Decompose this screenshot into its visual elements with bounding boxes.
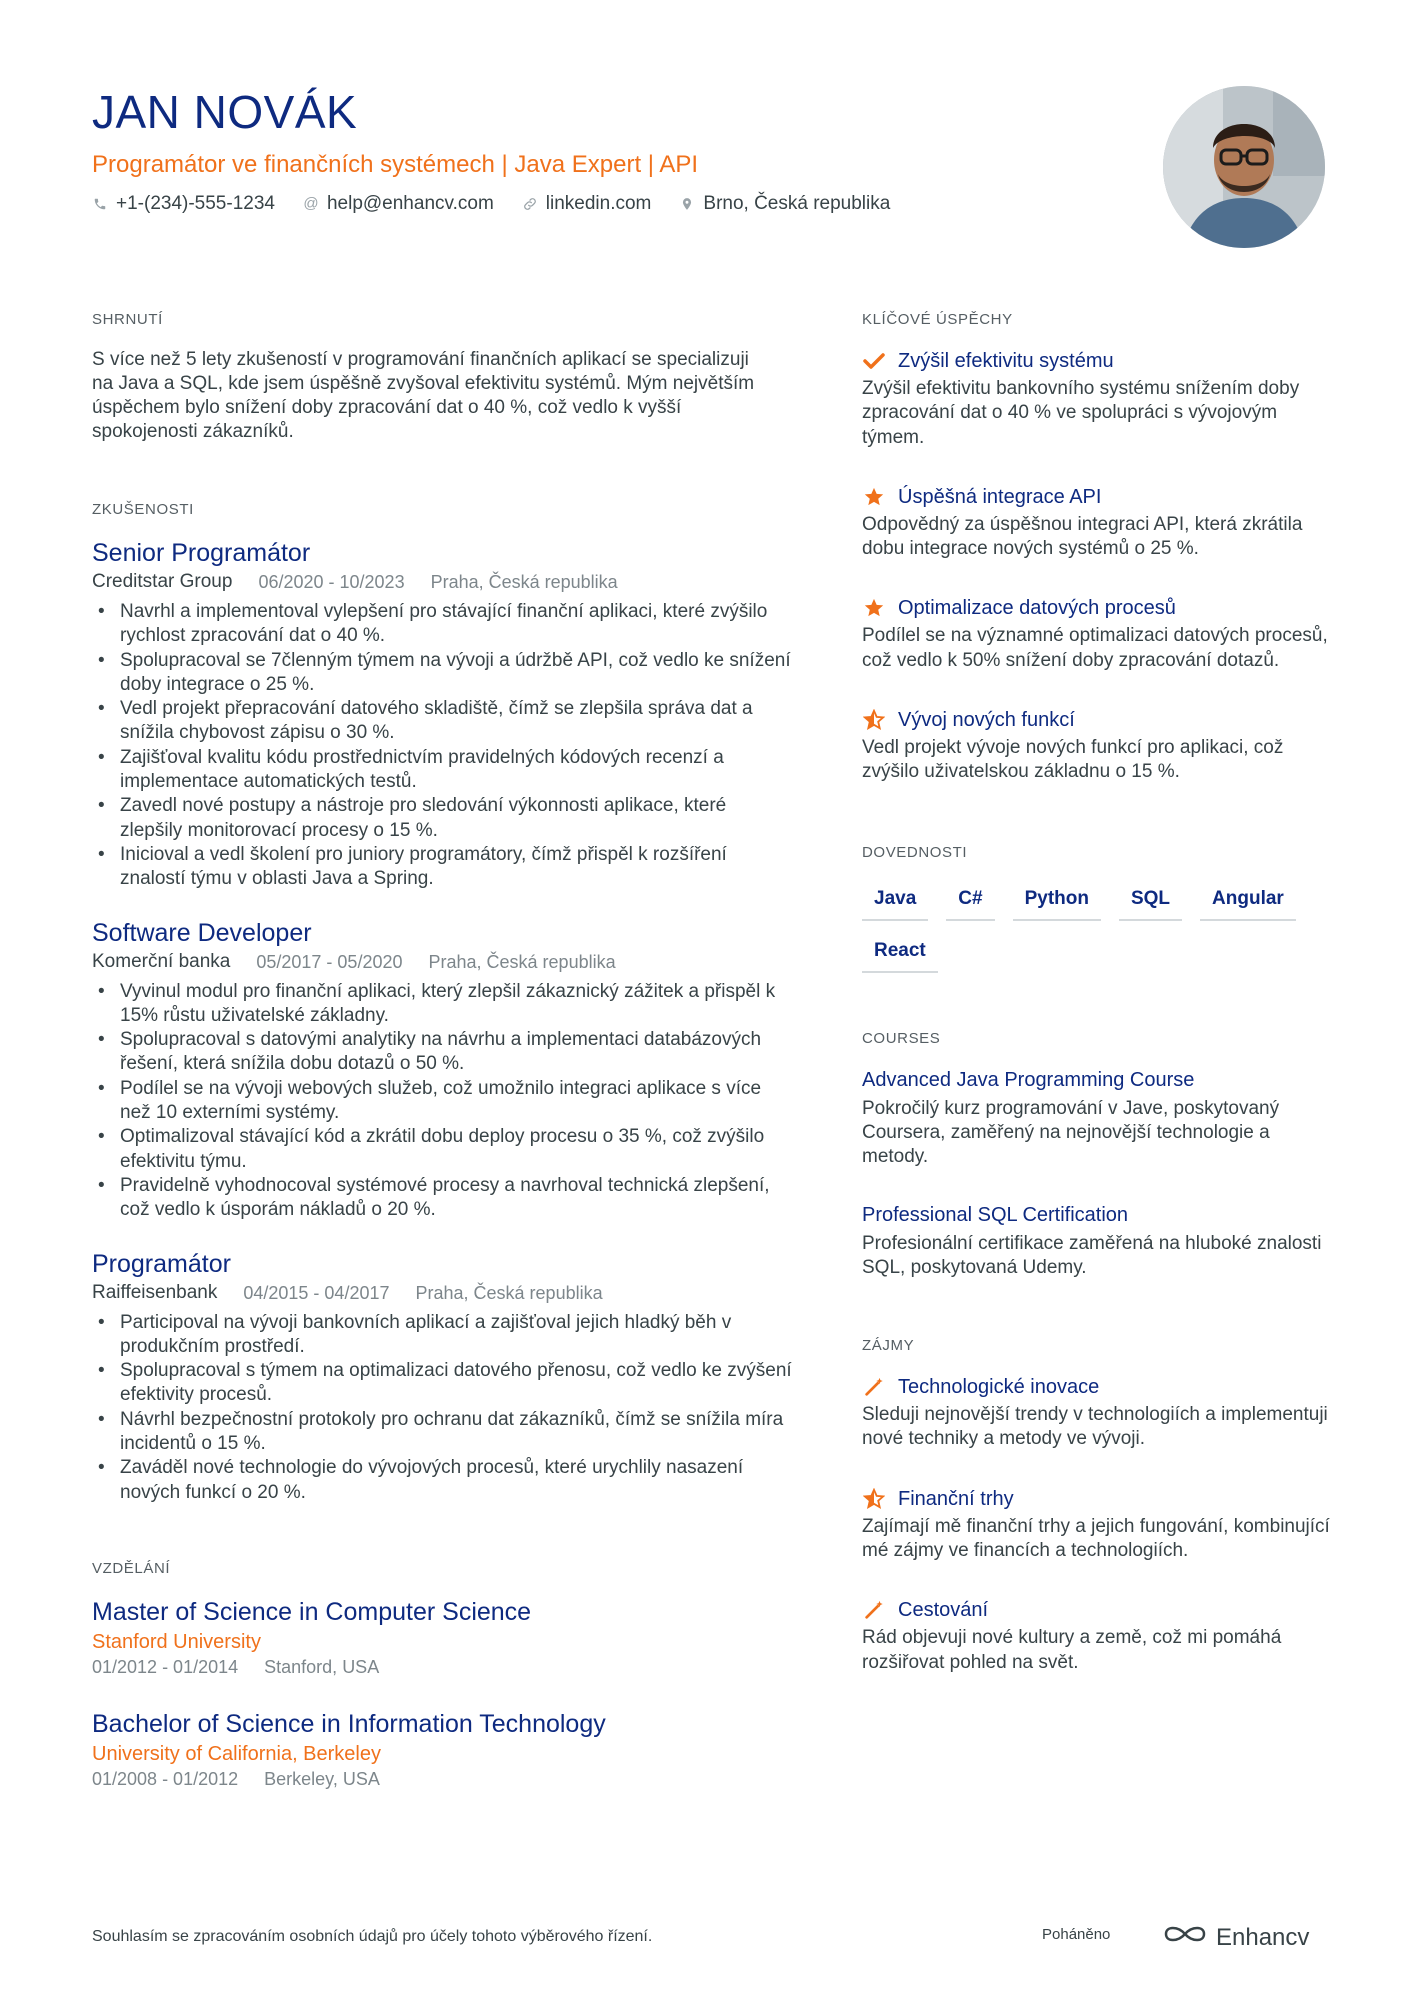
education-entry — [92, 1597, 792, 1679]
check-icon — [862, 349, 886, 373]
magic-wand-icon — [862, 1375, 886, 1399]
profile-photo — [1163, 86, 1325, 248]
skill-tag: React — [862, 933, 938, 973]
contact-email-text: help@enhancv.com — [326, 193, 494, 214]
interest-desc: Sleduji nejnovější trendy v technologiích a implementuji nové techniky a metody ve vývoji. — [862, 1404, 1328, 1450]
education-school: Stanford University — [92, 1630, 261, 1653]
job-bullet: • Podílel se na vývoji webových služeb, což umožnilo integraci aplikace s více než 10 externími systémy. — [92, 1077, 792, 1126]
achievement-item — [862, 595, 1332, 673]
course-title: Professional SQL Certification — [862, 1203, 1129, 1226]
job-location: Praha, Česká republika — [430, 572, 618, 592]
job-dates: 06/2020 - 10/2023 — [258, 572, 405, 592]
job-bullet: • Zajišťoval kvalitu kódu prostřednictvím pravidelných kódových recenzí a implementace automatických testů. — [92, 746, 792, 795]
interest-desc: Zajímají mě finanční trhy a jejich fungování, kombinující mé zájmy ve financích a technologiích. — [862, 1515, 1330, 1562]
contact-linkedin[interactable] — [522, 192, 652, 216]
education-degree: Bachelor of Science in Information Technology — [92, 1709, 606, 1738]
course-desc: Profesionální certifikace zaměřená na hluboké znalosti SQL, poskytovaná Udemy. — [862, 1232, 1322, 1278]
job-title: Software Developer — [92, 918, 312, 947]
skills-heading: DOVEDNOSTI — [862, 843, 968, 861]
job-bullet: • Zavedl nové postupy a nástroje pro sledování výkonnosti aplikace, které zlepšily monitorovací procesy o 15 %. — [92, 794, 792, 843]
education-meta — [92, 1655, 792, 1679]
skill-tag: Python — [1013, 881, 1101, 921]
job-bullets — [92, 980, 792, 1223]
achievement-item — [862, 348, 1332, 450]
skill-tag: Java — [862, 881, 928, 921]
job-entry — [92, 918, 792, 1223]
star-icon — [862, 485, 886, 509]
interest-desc: Rád objevuji nové kultury a země, což mi pomáhá rozšiřovat pohled na svět. — [862, 1627, 1282, 1673]
job-bullet: • Vedl projekt přepracování datového skladiště, čímž se zlepšila správa dat a snížila chybovost zápisu o 30 %. — [92, 697, 792, 746]
star-icon — [862, 596, 886, 620]
interest-title: Cestování — [898, 1599, 989, 1622]
course-item — [862, 1202, 1332, 1281]
contact-location — [679, 192, 890, 216]
education-meta — [92, 1767, 792, 1791]
contact-location-text: Brno, Česká republika — [703, 193, 891, 214]
enhancv-logo-icon — [1162, 1922, 1208, 1953]
contact-phone[interactable] — [92, 192, 275, 216]
contact-linkedin-text: linkedin.com — [545, 193, 652, 214]
job-title: Senior Programátor — [92, 539, 311, 567]
resume-header — [92, 84, 1142, 216]
achievements-heading: KLÍČOVÉ ÚSPĚCHY — [862, 311, 1013, 328]
half-star-icon — [862, 708, 886, 732]
summary-text: S více než 5 lety zkušeností v programování finančních aplikací se specializuji na Java a SQL, kde jsem úspěšně zvyšoval efektivitu systémů. Mým největším úspěchem bylo snížení doby zpracování dat o 40 %, což vedlo k vyšší spokojenosti zákazníků. — [92, 349, 755, 442]
job-bullet: • Navrhl a implementoval vylepšení pro stávající finanční aplikaci, které zvýšilo rychlost zpracování dat o 40 %. — [92, 600, 792, 649]
job-meta — [92, 950, 792, 974]
course-item — [862, 1067, 1332, 1170]
course-title: Advanced Java Programming Course — [862, 1068, 1195, 1091]
link-icon — [522, 196, 538, 212]
education-heading: VZDĚLÁNÍ — [92, 1559, 171, 1577]
interests-heading: ZÁJMY — [862, 1337, 915, 1355]
achievement-desc: Zvýšil efektivitu bankovního systému snížením doby zpracování dat o 40 % ve spolupráci s vývojovým týmem. — [862, 378, 1300, 448]
summary-heading: SHRNUTÍ — [92, 311, 163, 328]
job-company: Komerční banka — [92, 950, 231, 972]
achievement-desc: Vedl projekt vývoje nových funkcí pro aplikaci, což zvýšilo uživatelskou základnu o 15 %. — [862, 737, 1284, 783]
job-bullet: • Spolupracoval s týmem na optimalizaci datového přenosu, což vedlo ke zvýšení efektivity procesů. — [92, 1359, 792, 1408]
job-meta — [92, 1281, 792, 1305]
education-location: Berkeley, USA — [264, 1768, 380, 1789]
job-meta — [92, 570, 792, 594]
skill-tag: Angular — [1200, 881, 1296, 921]
interest-item — [862, 1486, 1332, 1564]
interest-title: Technologické inovace — [898, 1376, 1100, 1399]
education-entry — [92, 1709, 792, 1791]
job-location: Praha, Česká republika — [415, 1282, 603, 1303]
location-icon — [679, 196, 695, 212]
experience-heading: ZKUŠENOSTI — [92, 501, 194, 518]
job-bullet: • Spolupracoval se 7členným týmem na vývoji a údržbě API, což vedlo ke snížení doby integrace o 25 %. — [92, 649, 792, 698]
job-bullet: • Inicioval a vedl školení pro juniory programátory, čímž přispěl k rozšíření znalostí týmu v oblasti Java a Spring. — [92, 843, 792, 892]
job-entry — [92, 538, 792, 892]
contact-email[interactable] — [303, 192, 494, 216]
course-desc: Pokročilý kurz programování v Jave, poskytovaný Coursera, zaměřený na nejnovější technologie a metody. — [862, 1097, 1280, 1168]
job-company: Creditstar Group — [92, 571, 233, 592]
page-footer — [92, 1922, 1332, 1952]
job-dates: 05/2017 - 05/2020 — [256, 951, 403, 972]
education-dates: 01/2012 - 01/2014 — [92, 1656, 239, 1677]
achievement-item — [862, 484, 1332, 562]
left-column — [92, 310, 792, 1791]
achievement-title: Úspěšná integrace API — [898, 485, 1102, 508]
magic-wand-icon — [862, 1598, 886, 1622]
candidate-name: JAN NOVÁK — [92, 86, 358, 138]
interest-title: Finanční trhy — [898, 1487, 1014, 1510]
achievement-title: Vývoj nových funkcí — [898, 709, 1075, 732]
job-bullet: • Optimalizoval stávající kód a zkrátil dobu deploy procesu o 35 %, což zvýšilo efektivitu týmu. — [92, 1125, 792, 1174]
job-bullets — [92, 1311, 792, 1505]
education-degree: Master of Science in Computer Science — [92, 1597, 532, 1626]
powered-by-label: Poháněno — [1042, 1926, 1111, 1943]
skills-list — [862, 881, 1322, 973]
contact-list — [92, 192, 1142, 216]
skill-tag: C# — [946, 881, 994, 921]
enhancv-brand[interactable] — [1162, 1922, 1309, 1953]
achievement-desc: Odpovědný za úspěšnou integraci API, která zkrátila dobu integrace nových systémů o 25 %. — [862, 513, 1303, 560]
job-entry — [92, 1249, 792, 1505]
education-dates: 01/2008 - 01/2012 — [92, 1768, 239, 1789]
achievement-desc: Podílel se na významné optimalizaci datových procesů, což vedlo k 50% snížení doby zpracování dotazů. — [862, 625, 1328, 671]
at-icon: @ — [303, 195, 319, 212]
interest-item — [862, 1597, 1332, 1675]
job-bullet: • Zaváděl nové technologie do vývojových procesů, které urychlily nasazení nových funkcí o 20 %. — [92, 1456, 792, 1505]
right-column — [862, 310, 1332, 1675]
consent-text: Souhlasím se zpracováním osobních údajů pro účely tohoto výběrového řízení. — [92, 1928, 653, 1945]
contact-phone-text: +1-(234)-555-1234 — [116, 193, 275, 214]
education-school: University of California, Berkeley — [92, 1742, 381, 1765]
achievement-title: Optimalizace datových procesů — [898, 597, 1176, 620]
job-bullet: • Vyvinul modul pro finanční aplikaci, který zlepšil zákaznický zážitek a přispěl k 15% růstu uživatelské základny. — [92, 980, 792, 1029]
candidate-headline: Programátor ve finančních systémech | Java Expert | API — [92, 151, 699, 178]
interest-item — [862, 1374, 1332, 1452]
half-star-icon — [862, 1487, 886, 1511]
job-bullet: • Návrhl bezpečnostní protokoly pro ochranu dat zákazníků, čímž se snížila míra incidentů o 15 %. — [92, 1408, 792, 1457]
education-location: Stanford, USA — [264, 1656, 380, 1677]
courses-heading: COURSES — [862, 1029, 941, 1047]
phone-icon — [92, 196, 108, 212]
job-location: Praha, Česká republika — [428, 951, 616, 972]
enhancv-brand-name: Enhancv — [1216, 1923, 1310, 1951]
job-dates: 04/2015 - 04/2017 — [243, 1282, 390, 1303]
job-bullets — [92, 600, 792, 892]
job-title: Programátor — [92, 1249, 231, 1278]
achievement-item — [862, 707, 1332, 785]
job-company: Raiffeisenbank — [92, 1281, 218, 1303]
job-bullet: • Spolupracoval s datovými analytiky na návrhu a implementaci databázových řešení, která snížila dobu dotazů o 50 %. — [92, 1028, 792, 1077]
achievement-title: Zvýšil efektivitu systému — [898, 350, 1114, 372]
skill-tag: SQL — [1119, 881, 1182, 921]
job-bullet: • Participoval na vývoji bankovních aplikací a zajišťoval jejich hladký běh v produkčním prostředí. — [92, 1311, 792, 1360]
job-bullet: • Pravidelně vyhodnocoval systémové procesy a navrhoval technická zlepšení, což vedlo k úsporám nákladů o 20 %. — [92, 1174, 792, 1223]
